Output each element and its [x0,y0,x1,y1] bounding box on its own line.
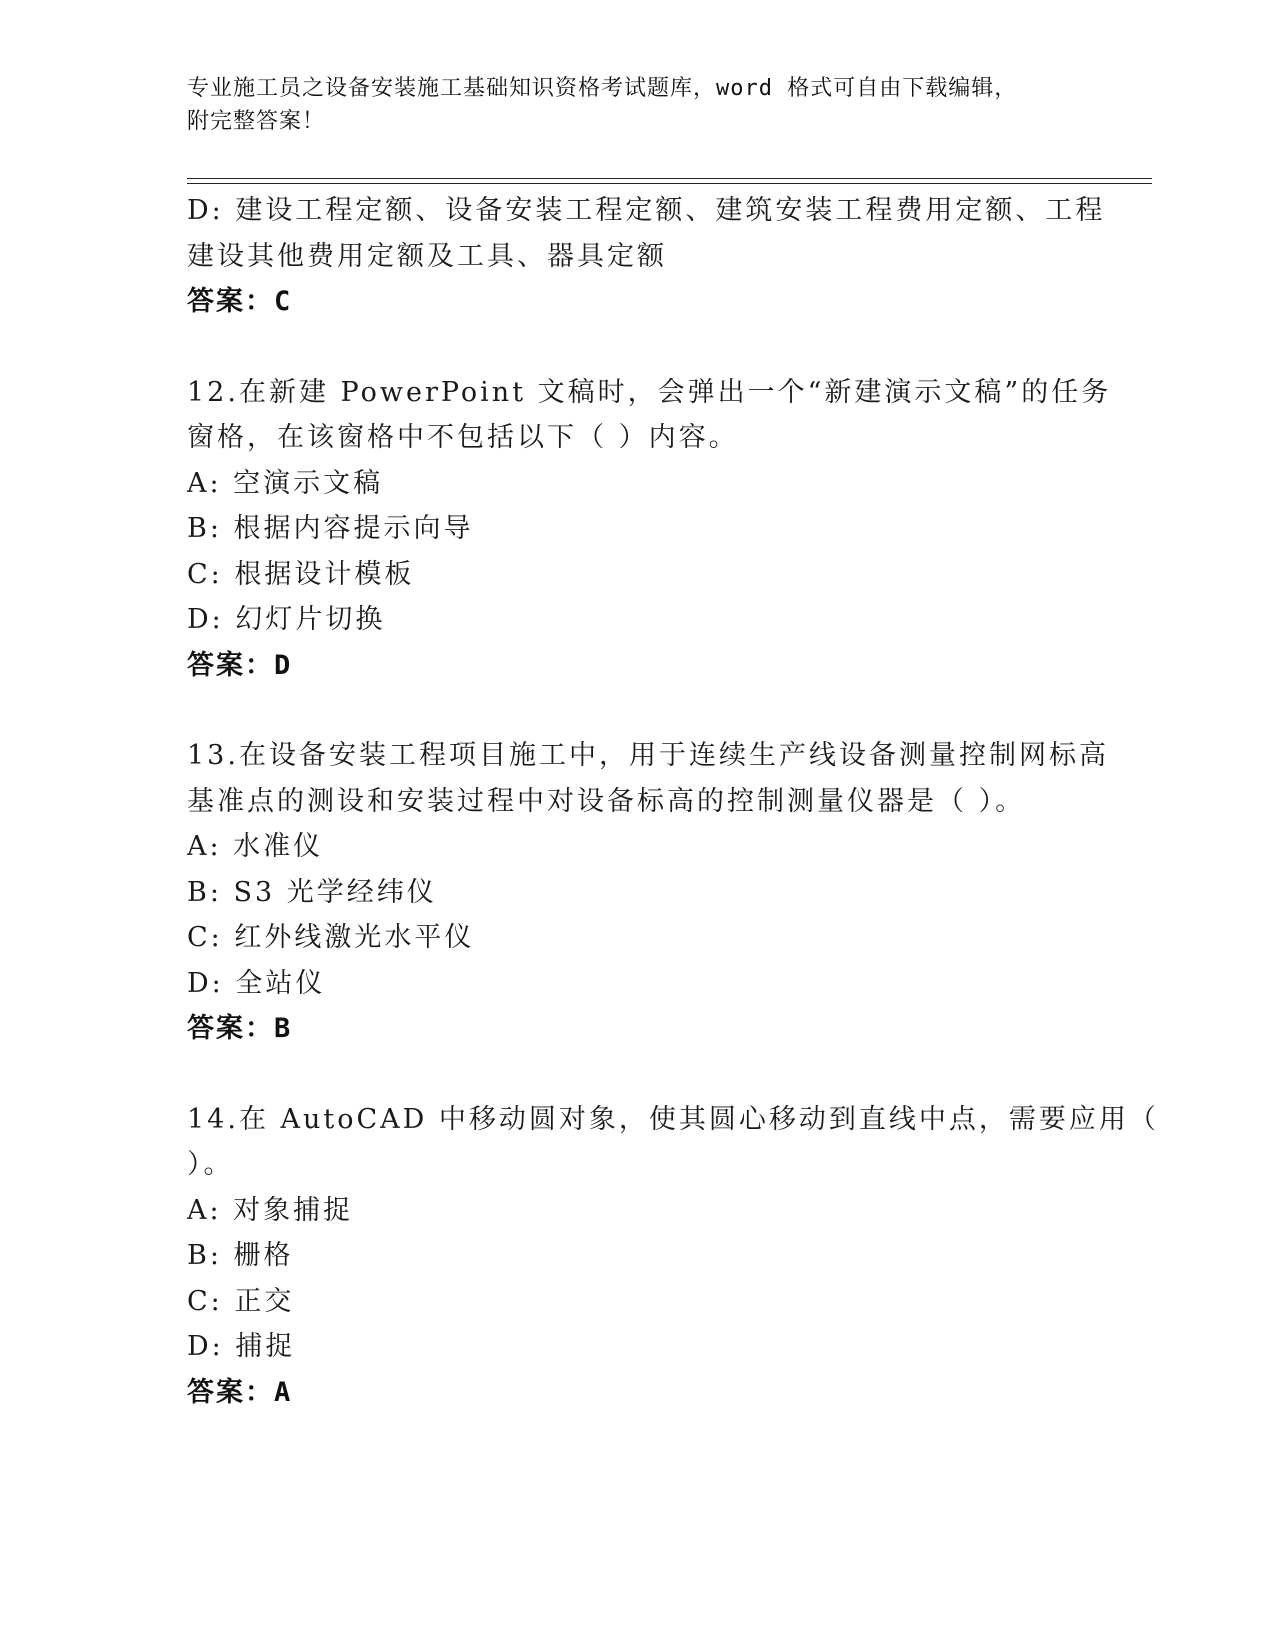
q14-stem-line-2: ）。 [187,1149,234,1180]
q12-answer: 答案：D [187,649,293,681]
q11-option-d-line-2: 建设其他费用定额及工具、器具定额 [187,240,667,272]
q12-option-a: A: 空演示文稿 [187,467,384,499]
spacer [187,325,1087,370]
header-line-2: 附完整答案！ [187,109,326,134]
header-divider-top [187,178,1152,179]
q12-option-c: C: 根据设计模板 [187,558,415,590]
q12-option-b: B: 根据内容提示向导 [187,513,474,544]
spacer [187,688,1087,733]
question-13 [187,733,1109,1052]
q13-answer: 答案：B [187,1013,293,1044]
question-11-tail [187,188,1106,325]
q13-option-b: B: S3 光学经纬仪 [187,876,437,908]
q13-stem-line-2: 基准点的测设和安装过程中对设备标高的控制测量仪器是（ ）。 [187,785,1026,817]
q12-stem-line-1: 12.在新建 PowerPoint 文稿时，会弹出一个“新建演示文稿”的任务 [187,376,1112,408]
header-divider-bottom [187,183,1152,184]
question-content [187,188,1159,1415]
question-12 [187,370,1112,689]
q11-answer: 答案：C [187,286,293,317]
document-header [187,72,1067,138]
spacer [187,1052,1087,1097]
q13-stem-line-1: 13.在设备安装工程项目施工中，用于连续生产线设备测量控制网标高 [187,740,1109,771]
header-line-1: 专业施工员之设备安装施工基础知识资格考试题库，word 格式可自由下载编辑， [187,76,1018,101]
q14-option-d: D: 捕捉 [187,1331,296,1362]
q14-option-a: A: 对象捕捉 [187,1194,354,1226]
q12-option-d: D: 幻灯片切换 [187,604,386,635]
q11-option-d-line-1: D: 建设工程定额、设备安装工程定额、建筑安装工程费用定额、工程 [187,195,1106,226]
q14-stem-line-1: 14.在 AutoCAD 中移动圆对象，使其圆心移动到直线中点，需要应用（ [187,1103,1159,1135]
question-14 [187,1097,1159,1416]
q14-option-c: C: 正交 [187,1285,295,1317]
q13-option-c: C: 红外线激光水平仪 [187,922,475,953]
q14-answer: 答案：A [187,1376,293,1408]
q13-option-a: A: 水准仪 [187,831,324,862]
q12-stem-line-2: 窗格，在该窗格中不包括以下（ ）内容。 [187,422,739,453]
q13-option-d: D: 全站仪 [187,967,326,999]
q14-option-b: B: 栅格 [187,1240,294,1271]
